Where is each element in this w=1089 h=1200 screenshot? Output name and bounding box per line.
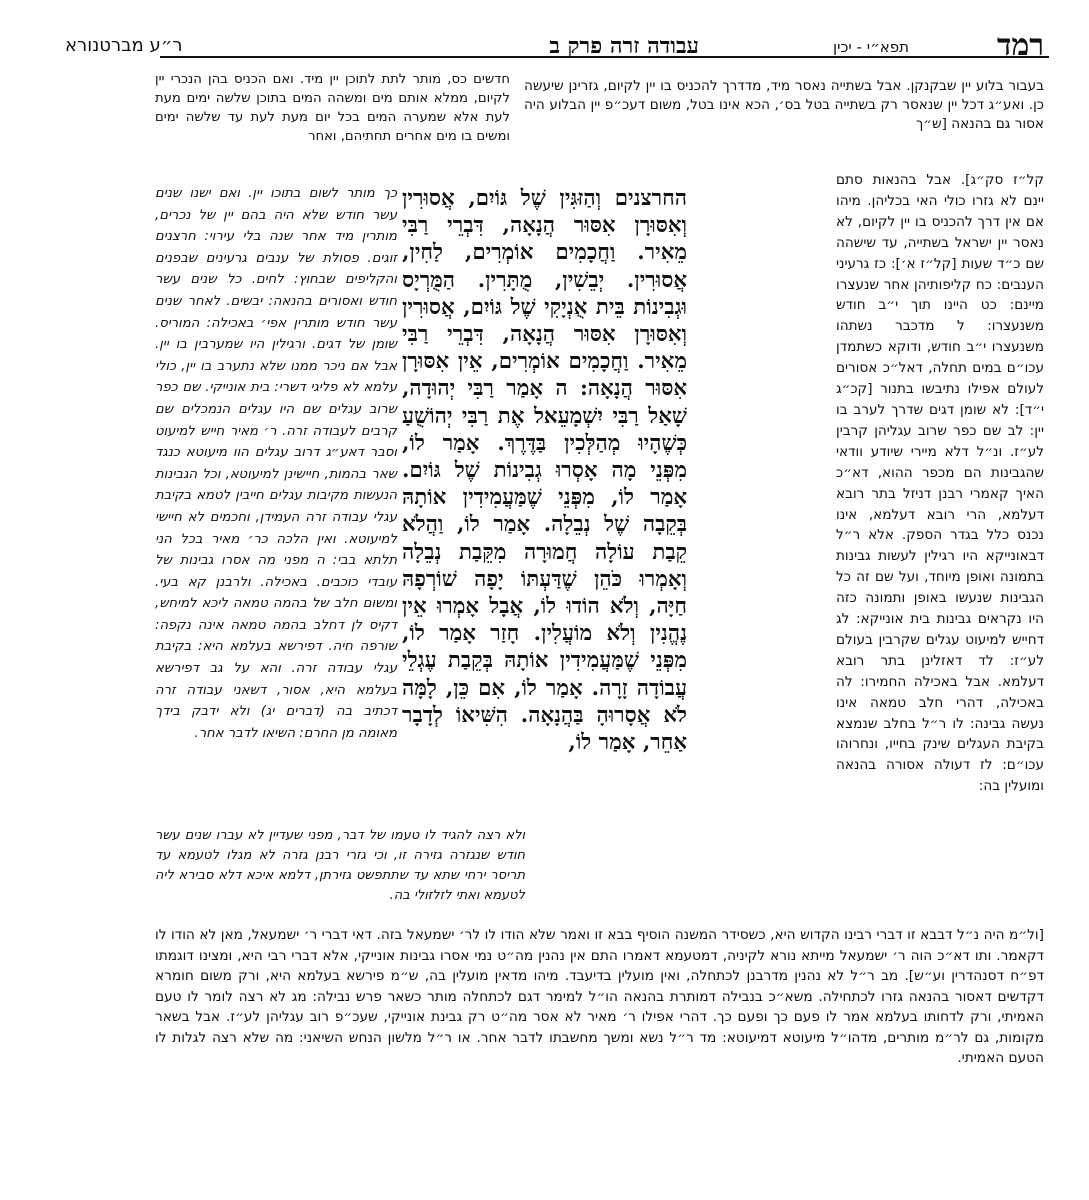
bottom-text: [ול״מ היה נ״ל דבבא זו דברי רבינו הקדוש היא, כשסידר המשנה הוסיף בבא זו ואמר שלא הודו לו לר׳ ישמעאל בזה. דאי דברי ר׳ ישמעאל, מאן לא הודו לו דקאמר. ותו דא״כ הוה ר׳ ישמעאל מייתא נורא לקיניה, דמטעמא דאמרו התם אין נהנין מה״ט נמי אסרו גבינות אונייקי, אלא דברי רבי היא, ומצינו דוגמתו דפ״ח דסנהדרין וע״ש]. מב ר״ל לא נהנין מדרבנן לכתחלה, ואין מועלין בדיעבד. מיהו מדאין מועלין בה, ש״מ פירשא בעלמא היא, ורק משום חומרא דקדשים דאסור בהנאה גזרו לכתחילה. משא״כ בנבילה דמותרת בהנאה הו״ל למימר דגם לכתחלה מותר כשאר פרש נבילה: מג לא רצה לומר לו טעם האמיתי, ורק לדחותו בעלמא אמר לו פעם כך ופעם כך. דהרי אפילו ר׳ מאיר לא אסר מה״ט רק גבינת אונייקי, שעכ״פ רוב עגליהן לע״ז. אבל בשאר מקומות, גם לר״מ מותרים, מדהו״ל מיעוטא דמיעוטא: מד ר״ל נשא ומשך מחשבתו לדבר אחר. או ר״ל מלשון הנחש השיאני: מה שלא רצה לגלות לו הטעם האמיתי. xyxy=(155,927,1044,1066)
left-column-text: כך מותר לשום בתוכו יין. ואם ישנו שנים עשר חודש שלא היה בהם יין של נכרים, מותרין מיד אחר שנה בלי עירוי: חרצנים זוגים. פסולת של ענבים גרעינים שבפנים והקליפים שבחוץ: לחים. כל שנים עשר חודש ואסורים בהנאה: יבשים. לאחר שנים עשר חודש מותרין אפי׳ באכילה: המוריס. שומן של דגים. ורגילין היו שמערבין בו יין. אבל אם ניכר ממנו שלא נתערב בו יין, כולי עלמא לא פליגי דשרי: בית אונייקי. שם כפר שרוב עגלים שם היו עגלים הנמכלים שם קרבים לעבודה זרה. ר׳ מאיר חייש למיעוט וסבר דאע״ג דרוב עגלים הוו מיעוטא כנגד שאר בהמות, חיישינן למיעוטא, וכל הגבינות הנעשות מקיבות עגלים חייבין לטמא בקיבת עגלי עבודה זרה העמידן, וחכמים לא חיישי למיעוטא. ואין הלכה כר׳ מאיר בכל הני תלתא בבי: ה מפני מה אסרו גבינות של עובדי כוכבים. באכילה. ולרבנן קא בעי. ומשום חלב של בהמה טמאה ליכא למיחש, דקיס לן דחלב בהמה טמאה אינה נקפה: שורפה חיה. דפירשא בעלמא היא: בקיבת עגלי עבודה זרה. והא על גב דפירשא בעלמא היא, אסור, דשאני עבודה זרה דכתיב בה (דברים יג) ולא ידבק בידך מאומה מן החרם: השיאו לדבר אחר. xyxy=(155,186,397,741)
bartenura-continuation xyxy=(155,813,525,919)
tractate-title: עבודה זרה פרק ב xyxy=(549,33,699,59)
tiferet-yisrael-column xyxy=(836,170,1044,797)
top-right-text: בעבור בלוע יין שבקנקן. אבל בשתייה נאסר מיד, מדדרך להכניס בו יין לקיום, גזרינן שיעשה כן. ואע״ג דכל יין שנאסר רק בשתייה בטל בס׳, הכא אינו בטל, משום דעכ״פ יין הבלוע היה אסור גם בהנאה [ש״ך xyxy=(524,78,1044,132)
mishnah-text-block xyxy=(402,185,687,756)
commentator-name: ר״ע מברטנורא xyxy=(65,35,183,56)
bartenura-column xyxy=(155,183,397,744)
page-header xyxy=(60,20,1049,70)
top-left-commentary xyxy=(155,70,510,146)
mishnah-text: החרצנים וְהַזּגִּין שֶׁל גּוֹיִם, אֲסוּרִין וְאִסּוּרָן אִסּוּר הֲנָאָה, דִּבְרֵי רַבִּי מֵאִיר. וַחֲכָמִים אוֹמְרִים, לַחִין, אֲסוּרִין. יְבֵשִׁין, מֻתָּרִין. הַמֻּרְיָס וּגְבִינוֹת בֵּית אֻנְיָקִי שֶׁל גּוֹיִם, אֲסוּרִין וְאִסּוּרָן אִסּוּר הֲנָאָה, דִּבְרֵי רַבִּי מֵאִיר. וַחֲכָמִים אוֹמְרִים, אֵין אִסּוּרָן אִסּוּר הֲנָאָה: ה אָמַר רַבִּי יְהוּדָה, שָׁאַל רַבִּי יִשְׁמָעֵאל אֶת רַבִּי יְהוֹשֻׁעַ כְּשֶׁהָיוּ מְהַלְּכִין בַּדֶּרֶךְ. אָמַר לוֹ, מִפְּנֵי מָה אָסְרוּ גְבִינוֹת שֶׁל גּוֹיִם. אָמַר לוֹ, מִפְּנֵי שֶׁמַּעֲמִידִין אוֹתָהּ בְּקֵבָה שֶׁל נְבֵלָה. אָמַר לוֹ, וַהֲלֹא קֵבַת עוֹלָה חֲמוּרָה מִקֵּבַת נְבֵלָה וְאָמְרוּ כֹּהֵן שֶׁדַּעְתּוֹ יָפָה שׁוֹרְפָהּ חַיָּה, וְלֹא הוֹדוּ לוֹ, אֲבָל אָמְרוּ אֵין נֶהֱנִין וְלֹא מוֹעֲלִין. חָזַר אָמַר לוֹ, מִפְּנֵי שֶׁמַּעֲמִידִין אוֹתָהּ בְּקֵבַת עֶגְלֵי עֲבוֹדָה זָרָה. אָמַר לוֹ, אִם כֵּן, לָמָּה לֹא אֲסָרוּהָ בַּהֲנָאָה. הִשִּׁיאוֹ לְדָבָר אַחֵר, אָמַר לוֹ, xyxy=(402,186,687,756)
top-left-text: חדשים כס, מותר לתת לתוכן יין מיד. ואם הכניס בהן הנכרי יין לקיום, ממלא אותם מים ומשהה המים בתוכן שלשה ימים מעת לעת אלא שמערה המים בכל יום מעת לעת עד שלשה ימים ומשים בו מים אחרים תחתיהם, ואחר xyxy=(155,72,510,144)
page-range: תפא״י - יכין xyxy=(833,38,909,56)
header-divider xyxy=(160,56,1049,58)
bottom-middle-text: ולא רצה להגיד לו טעמו של דבר, מפני שעדיין לא עברו שנים עשר חודש שנגזרה גזירה זו, וכי גזרי רבנן גזרה לא מגלו לטעמא עד תריסר ירחי שתא עד שתתפשט גזירתן, דלמא איכא דלא סבירא ליה לטעמא ואתי לזלזולי בה. xyxy=(155,828,525,903)
page-number: רמד xyxy=(997,28,1044,63)
bottom-commentary xyxy=(155,925,1044,1069)
top-right-commentary xyxy=(524,77,1044,134)
right-column-text: קל״ז סק״ג]. אבל בהנאות סתם יינם לא גזרו כולי האי בכליהן. מיהו אם אין דרך להכניס בו יין לקיום, לא נאסר יין ישראל בשתייה, עד שישהה שם כ״ד שעות [קל״ז א׳]: כז גרעיני הענבים: כח קליפותיהן אחר שנעצרו מיינם: כט היינו תוך י״ב חודש משנעצרו: ל מדכבר נשתהו משנעצרו י״ב חודש, ודוקא כשתמדן עכו״ם במים תחלה, דאל״כ אסורים לעולם אפילו נתיבשו בתנור [קכ״ג י״ד]: לא שומן דגים שדרך לערב בו יין: לב שם כפר שרוב עגליהן קרבין לע״ז. ונ״ל דלא מיירי שיודע וודאי שהגבינות הם מכפר ההוא, דא״כ האיך קאמרי רבנן דניזל בתר רובא דעלמא, הרי רובא דעלמא, אינו נכנס כלל בגדר הספק. אלא ר״ל דבאונייקא היו רגילין לעשות גבינות בתמונה ואופן מיוחד, ועל שם זה כל הגבינות שנעשו באופן ותמונה כזה היו נקראים גבינות בית אונייקא: לג דחייש למיעוט עגלים שקרבין בעולם לע״ז: לד דאזלינן בתר רובא דעלמא. אבל באכילה החמירו: לה באכילה, דהרי חלב טמאה אינו נעשה גבינה: לו ר״ל בחלב שנמצא בקיבת העגלים שינק בחייו, ונחרוהו עכו״ם: לז דעולה אסורה בהנאה ומועלין בה: xyxy=(836,172,1044,795)
